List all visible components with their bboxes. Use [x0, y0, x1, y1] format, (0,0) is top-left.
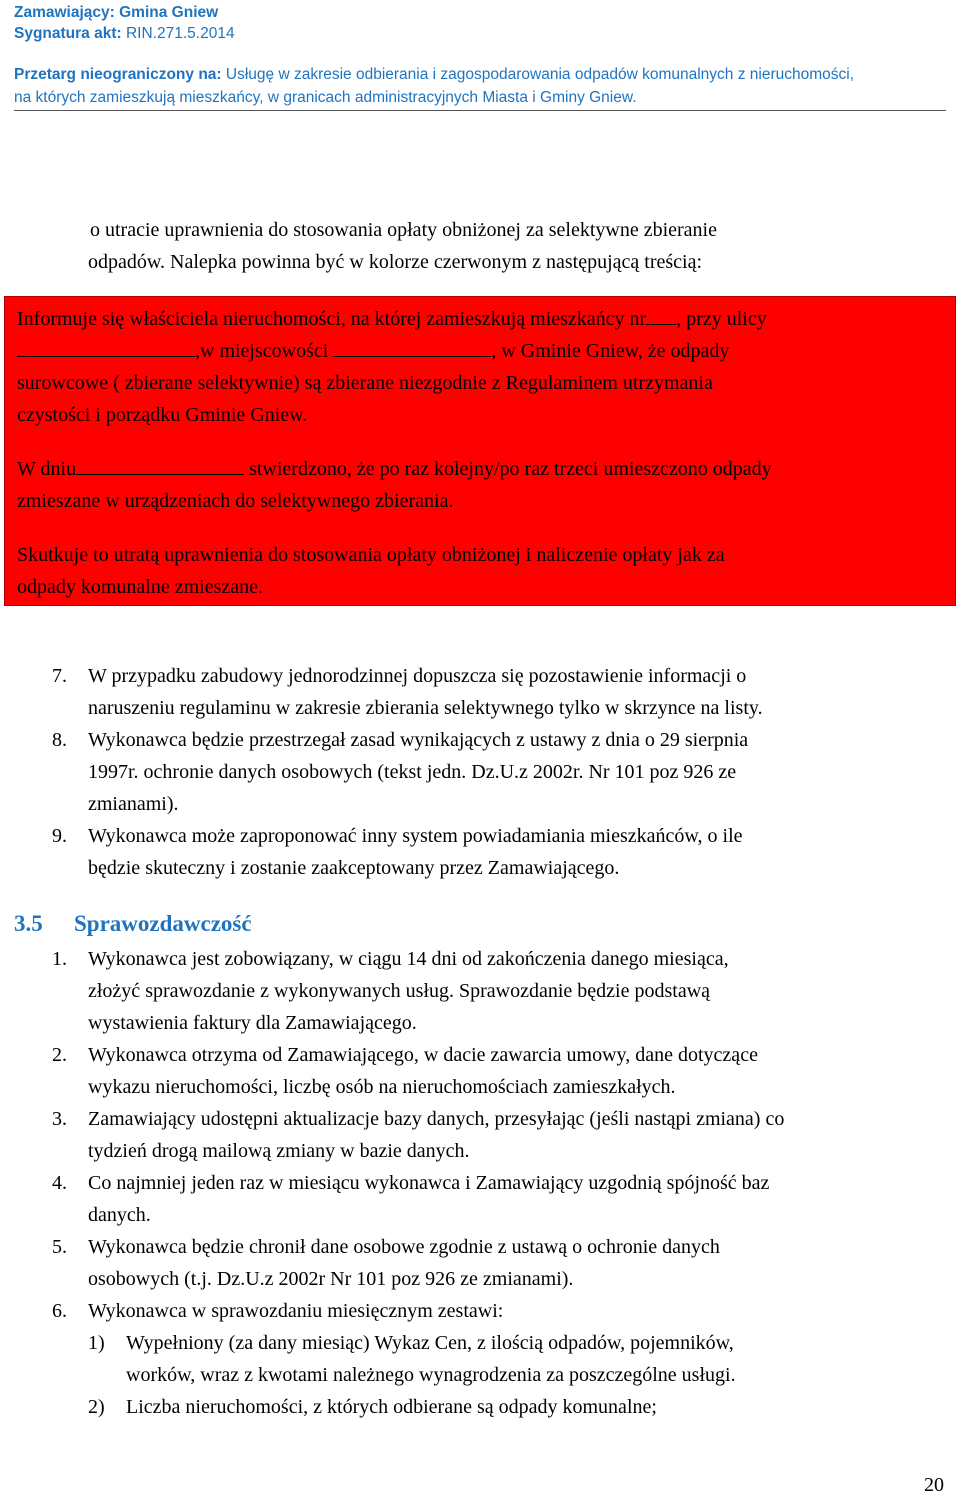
list-item: 2. Wykonawca otrzyma od Zamawiającego, w dacie zawarcia umowy, dane dotyczące wykazu nieruchomości, liczbę osób na nieruchomościach zamieszkałych. — [52, 1044, 758, 1098]
section-number: 3.5 — [14, 911, 43, 936]
header-tender-subject-cont: na których zamieszkują mieszkańcy, w granicach administracyjnych Miasta i Gminy Gniew. — [14, 89, 637, 106]
sub-list-item: 2) Liczba nieruchomości, z których odbierane są odpady komunalne; — [88, 1396, 657, 1418]
numbered-list-a — [0, 660, 960, 884]
intro-line: odpadów. Nalepka powinna być w kolorze czerwonym z następującą treścią: — [88, 251, 703, 273]
list-item: 9. Wykonawca może zaproponować inny system powiadamiania mieszkańców, o ile będzie skuteczny i zostanie zaakceptowany przez Zamawiającego. — [52, 825, 743, 879]
section-heading — [14, 908, 252, 940]
sub-list-item: 1) Wypełniony (za dany miesiąc) Wykaz Cen, z ilością odpadów, pojemników, worków, wraz z kwotami należnego wynagrodzenia za poszczególne usługi. — [88, 1332, 736, 1386]
list-item: 8. Wykonawca będzie przestrzegał zasad wynikających z ustawy z dnia o 29 sierpnia 1997r. ochronie danych osobowych (tekst jedn. Dz.U.z 2002r. Nr 101 poz 926 ze zmianami). — [52, 729, 749, 815]
notice-paragraph-2: W dniu stwierdzono, że po raz kolejny/po raz trzeci umieszczono odpady zmieszane w urządzeniach do selektywnego zbierania. — [17, 453, 945, 517]
list-item: 3. Zamawiający udostępni aktualizacje bazy danych, przesyłając (jeśli nastąpi zmiana) co tydzień drogą mailową zmiany w bazie danych. — [52, 1108, 785, 1162]
blank-field-street — [17, 336, 195, 357]
list-item: 5. Wykonawca będzie chronił dane osobowe zgodnie z ustawą o ochronie danych osobowych (t.j. Dz.U.z 2002r Nr 101 poz 926 ze zmianami). — [52, 1236, 720, 1290]
blank-field-number — [646, 304, 676, 325]
page-number: 20 — [924, 1474, 944, 1496]
intro-paragraph — [90, 214, 930, 278]
header-divider — [14, 110, 946, 111]
list-item: 6. Wykonawca w sprawozdaniu miesięcznym zestawi: — [52, 1300, 504, 1322]
intro-line: o utracie uprawnienia do stosowania opłaty obniżonej za selektywne zbieranie — [90, 219, 717, 241]
header-ordering-party: Zamawiający: Gmina Gniew — [14, 4, 219, 21]
red-notice-sticker — [4, 296, 956, 606]
numbered-list-b — [0, 943, 960, 1423]
list-item: 7. W przypadku zabudowy jednorodzinnej dopuszcza się pozostawienie informacji o naruszeniu regulaminu w zakresie zbierania selektywnego tylko w skrzynce na listy. — [52, 665, 763, 719]
notice-paragraph-1: Informuje się właściciela nieruchomości, na której zamieszkują mieszkańcy nr , przy ulicy ,w miejscowości , w Gminie Gniew, że odpady surowcowe ( zbierane selektywnie) są zbierane niezgodnie z Regulaminem utrzymania czystości i porządku Gminie Gniew. — [17, 303, 945, 431]
list-item: 4. Co najmniej jeden raz w miesiącu wykonawca i Zamawiający uzgodnią spójność baz danych. — [52, 1172, 770, 1226]
blank-field-date — [76, 454, 244, 475]
header-tender-subject: Przetarg nieograniczony na: Usługę w zakresie odbierania i zagospodarowania odpadów komunalnych z nieruchomości, — [14, 66, 854, 83]
list-item: 1. Wykonawca jest zobowiązany, w ciągu 14 dni od zakończenia danego miesiąca, złożyć sprawozdanie z wykonywanych usług. Sprawozdanie będzie podstawą wystawienia faktury dla Zamawiającego. — [52, 948, 729, 1034]
header-reference: Sygnatura akt: RIN.271.5.2014 — [14, 25, 235, 42]
notice-paragraph-3: Skutkuje to utratą uprawnienia do stosowania opłaty obniżonej i naliczenie opłaty jak za odpady komunalne zmieszane. — [17, 544, 725, 598]
blank-field-town — [333, 336, 491, 357]
section-title: Sprawozdawczość — [74, 911, 252, 936]
